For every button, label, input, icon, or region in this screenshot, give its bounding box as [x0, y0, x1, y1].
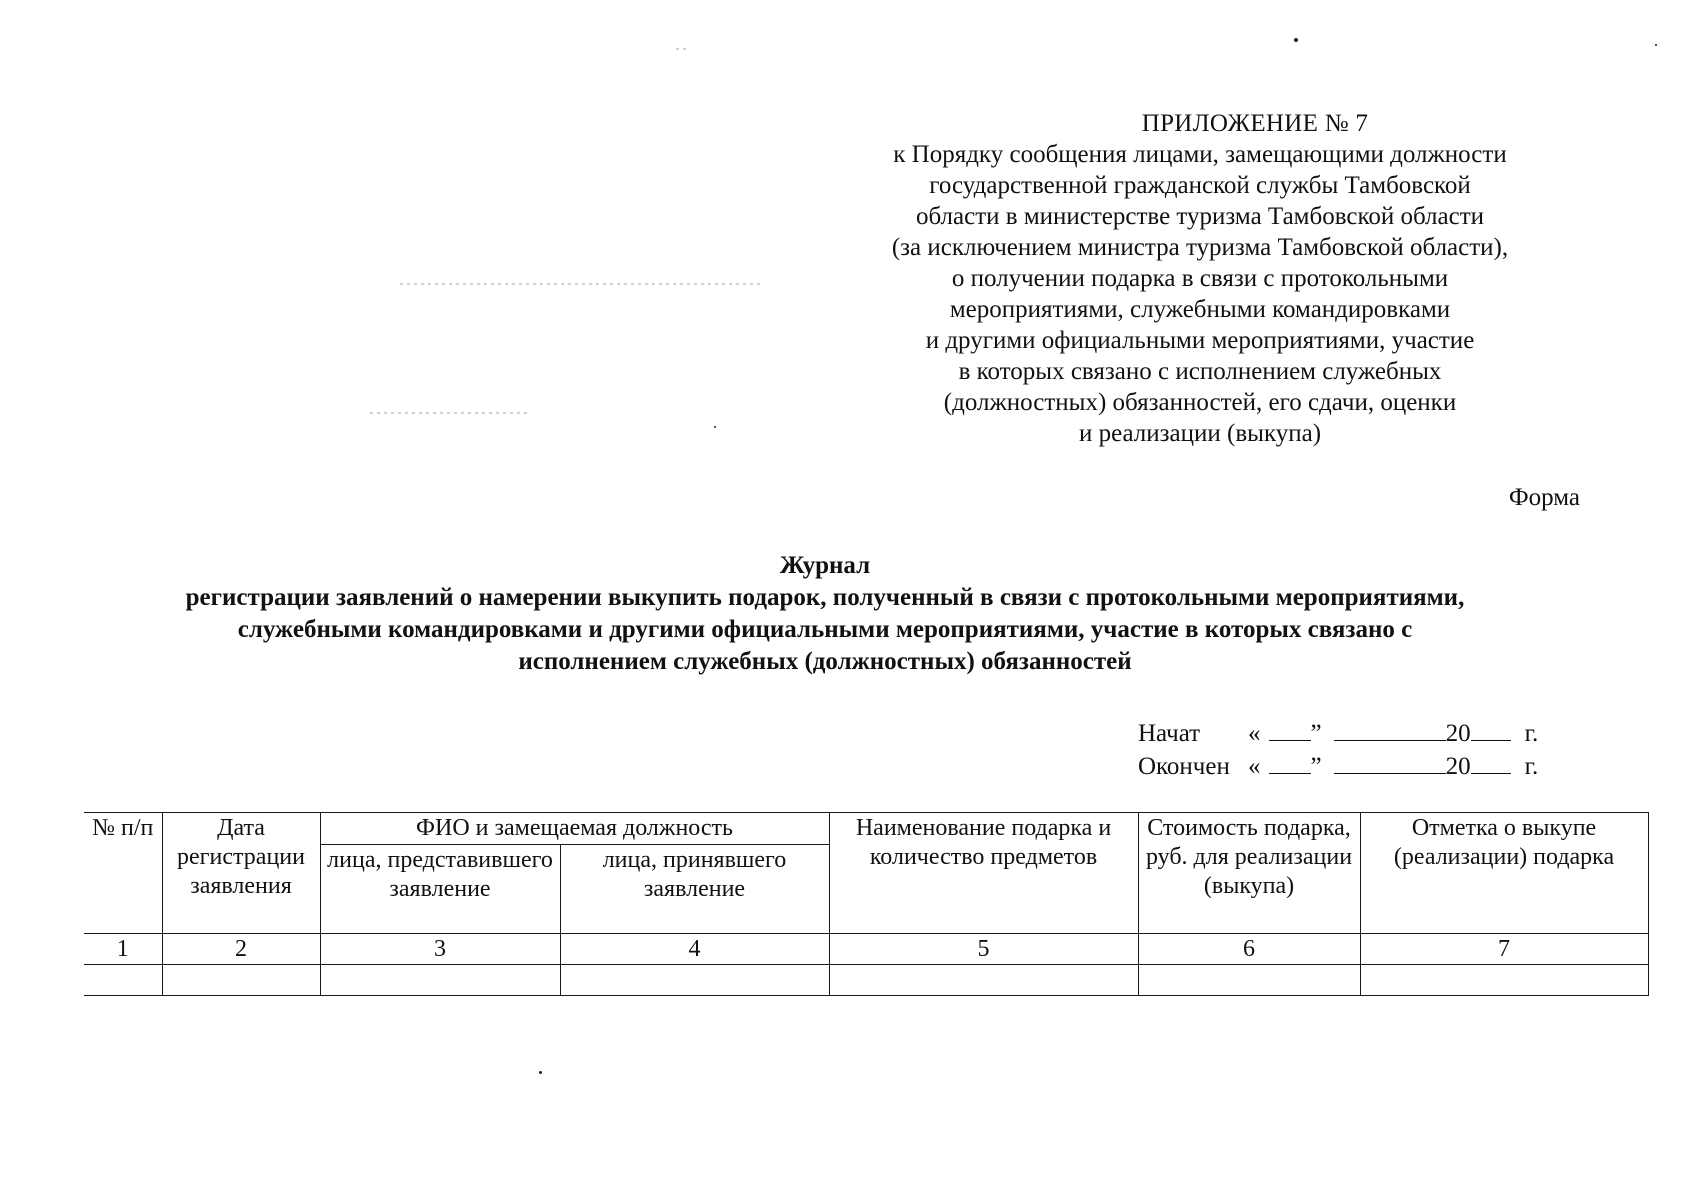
- scan-ghost-mark: [676, 48, 690, 50]
- header-cell-gift-name: Наименование подарка и количество предметов: [829, 813, 1138, 934]
- scan-speck: [714, 426, 716, 428]
- day-blank[interactable]: [1269, 718, 1311, 741]
- header-cell-submitter: лица, представившего заявление: [320, 845, 560, 934]
- appendix-line: и реализации (выкупа): [1078, 420, 1322, 447]
- table-cell[interactable]: [84, 965, 162, 996]
- appendix-line: и другими официальными мероприятиями, участие: [925, 327, 1475, 354]
- form-label: Форма: [1508, 484, 1580, 511]
- close-quote: ”: [1310, 753, 1322, 780]
- scan-speck: [1294, 38, 1298, 42]
- column-number: 2: [162, 934, 320, 965]
- year-suffix: г.: [1524, 753, 1539, 780]
- journal-subtitle-line: служебными командировками и другими официальными мероприятиями, участие в которых связано с: [237, 616, 1413, 643]
- year-blank[interactable]: [1471, 751, 1511, 774]
- year-prefix: 20: [1445, 753, 1471, 780]
- column-number-row: [84, 934, 1648, 965]
- table-cell[interactable]: [1360, 965, 1648, 996]
- month-blank[interactable]: [1334, 718, 1446, 741]
- header-cell-number: № п/п: [84, 813, 162, 934]
- year-suffix: г.: [1524, 720, 1539, 747]
- journal-dates: [1138, 717, 1538, 783]
- day-blank[interactable]: [1269, 751, 1311, 774]
- column-number: 6: [1138, 934, 1360, 965]
- header-row: [84, 813, 1648, 845]
- scan-ghost-mark: [370, 412, 530, 414]
- year-prefix: 20: [1445, 720, 1471, 747]
- appendix-line: в которых связано с исполнением служебных: [958, 358, 1442, 385]
- register-table: [84, 812, 1649, 996]
- open-quote: «: [1248, 720, 1261, 747]
- table-cell[interactable]: [320, 965, 560, 996]
- appendix-line: мероприятиями, служебными командировками: [949, 296, 1451, 323]
- column-number: 1: [84, 934, 162, 965]
- header-cell-date: Дата регистрации заявления: [162, 813, 320, 934]
- column-number: 4: [560, 934, 829, 965]
- header-cell-cost: Стоимость подарка, руб. для реализации (выкупа): [1138, 813, 1360, 934]
- month-blank[interactable]: [1334, 751, 1446, 774]
- appendix-line: к Порядку сообщения лицами, замещающими должности: [893, 141, 1507, 168]
- appendix-line: о получении подарка в связи с протокольными: [951, 265, 1449, 292]
- column-number: 5: [829, 934, 1138, 965]
- open-quote: «: [1248, 753, 1261, 780]
- journal-subtitle-line: исполнением служебных (должностных) обязанностей: [518, 648, 1132, 675]
- started-label: Начат: [1138, 720, 1201, 747]
- finished-label: Окончен: [1138, 753, 1230, 780]
- table-cell[interactable]: [829, 965, 1138, 996]
- scan-speck: [539, 1071, 542, 1074]
- finished-row: [1138, 750, 1538, 783]
- journal-heading: [60, 550, 1590, 678]
- appendix-line: (должностных) обязанностей, его сдачи, оценки: [943, 389, 1457, 416]
- appendix-title: ПРИЛОЖЕНИЕ № 7: [1141, 110, 1369, 137]
- journal-title: Журнал: [779, 552, 871, 579]
- table-cell[interactable]: [162, 965, 320, 996]
- appendix-line: области в министерстве туризма Тамбовской области: [915, 203, 1485, 230]
- table-row: [84, 965, 1648, 996]
- close-quote: ”: [1310, 720, 1322, 747]
- column-number: 3: [320, 934, 560, 965]
- table-cell[interactable]: [560, 965, 829, 996]
- column-number: 7: [1360, 934, 1648, 965]
- started-row: [1138, 717, 1538, 750]
- scan-ghost-mark: [400, 283, 760, 285]
- table-cell[interactable]: [1138, 965, 1360, 996]
- header-cell-fio-group: ФИО и замещаемая должность: [320, 813, 829, 845]
- year-blank[interactable]: [1471, 718, 1511, 741]
- header-cell-receiver: лица, принявшего заявление: [560, 845, 829, 934]
- journal-subtitle-line: регистрации заявлений о намерении выкупить подарок, полученный в связи с протокольными мероприятиями,: [185, 584, 1465, 611]
- scan-speck: [1655, 44, 1657, 46]
- header-cell-redemption-mark: Отметка о выкупе (реализации) подарка: [1360, 813, 1648, 934]
- appendix-block: [840, 108, 1560, 449]
- appendix-line: (за исключением министра туризма Тамбовской области),: [891, 234, 1509, 261]
- appendix-line: государственной гражданской службы Тамбовской: [929, 172, 1471, 199]
